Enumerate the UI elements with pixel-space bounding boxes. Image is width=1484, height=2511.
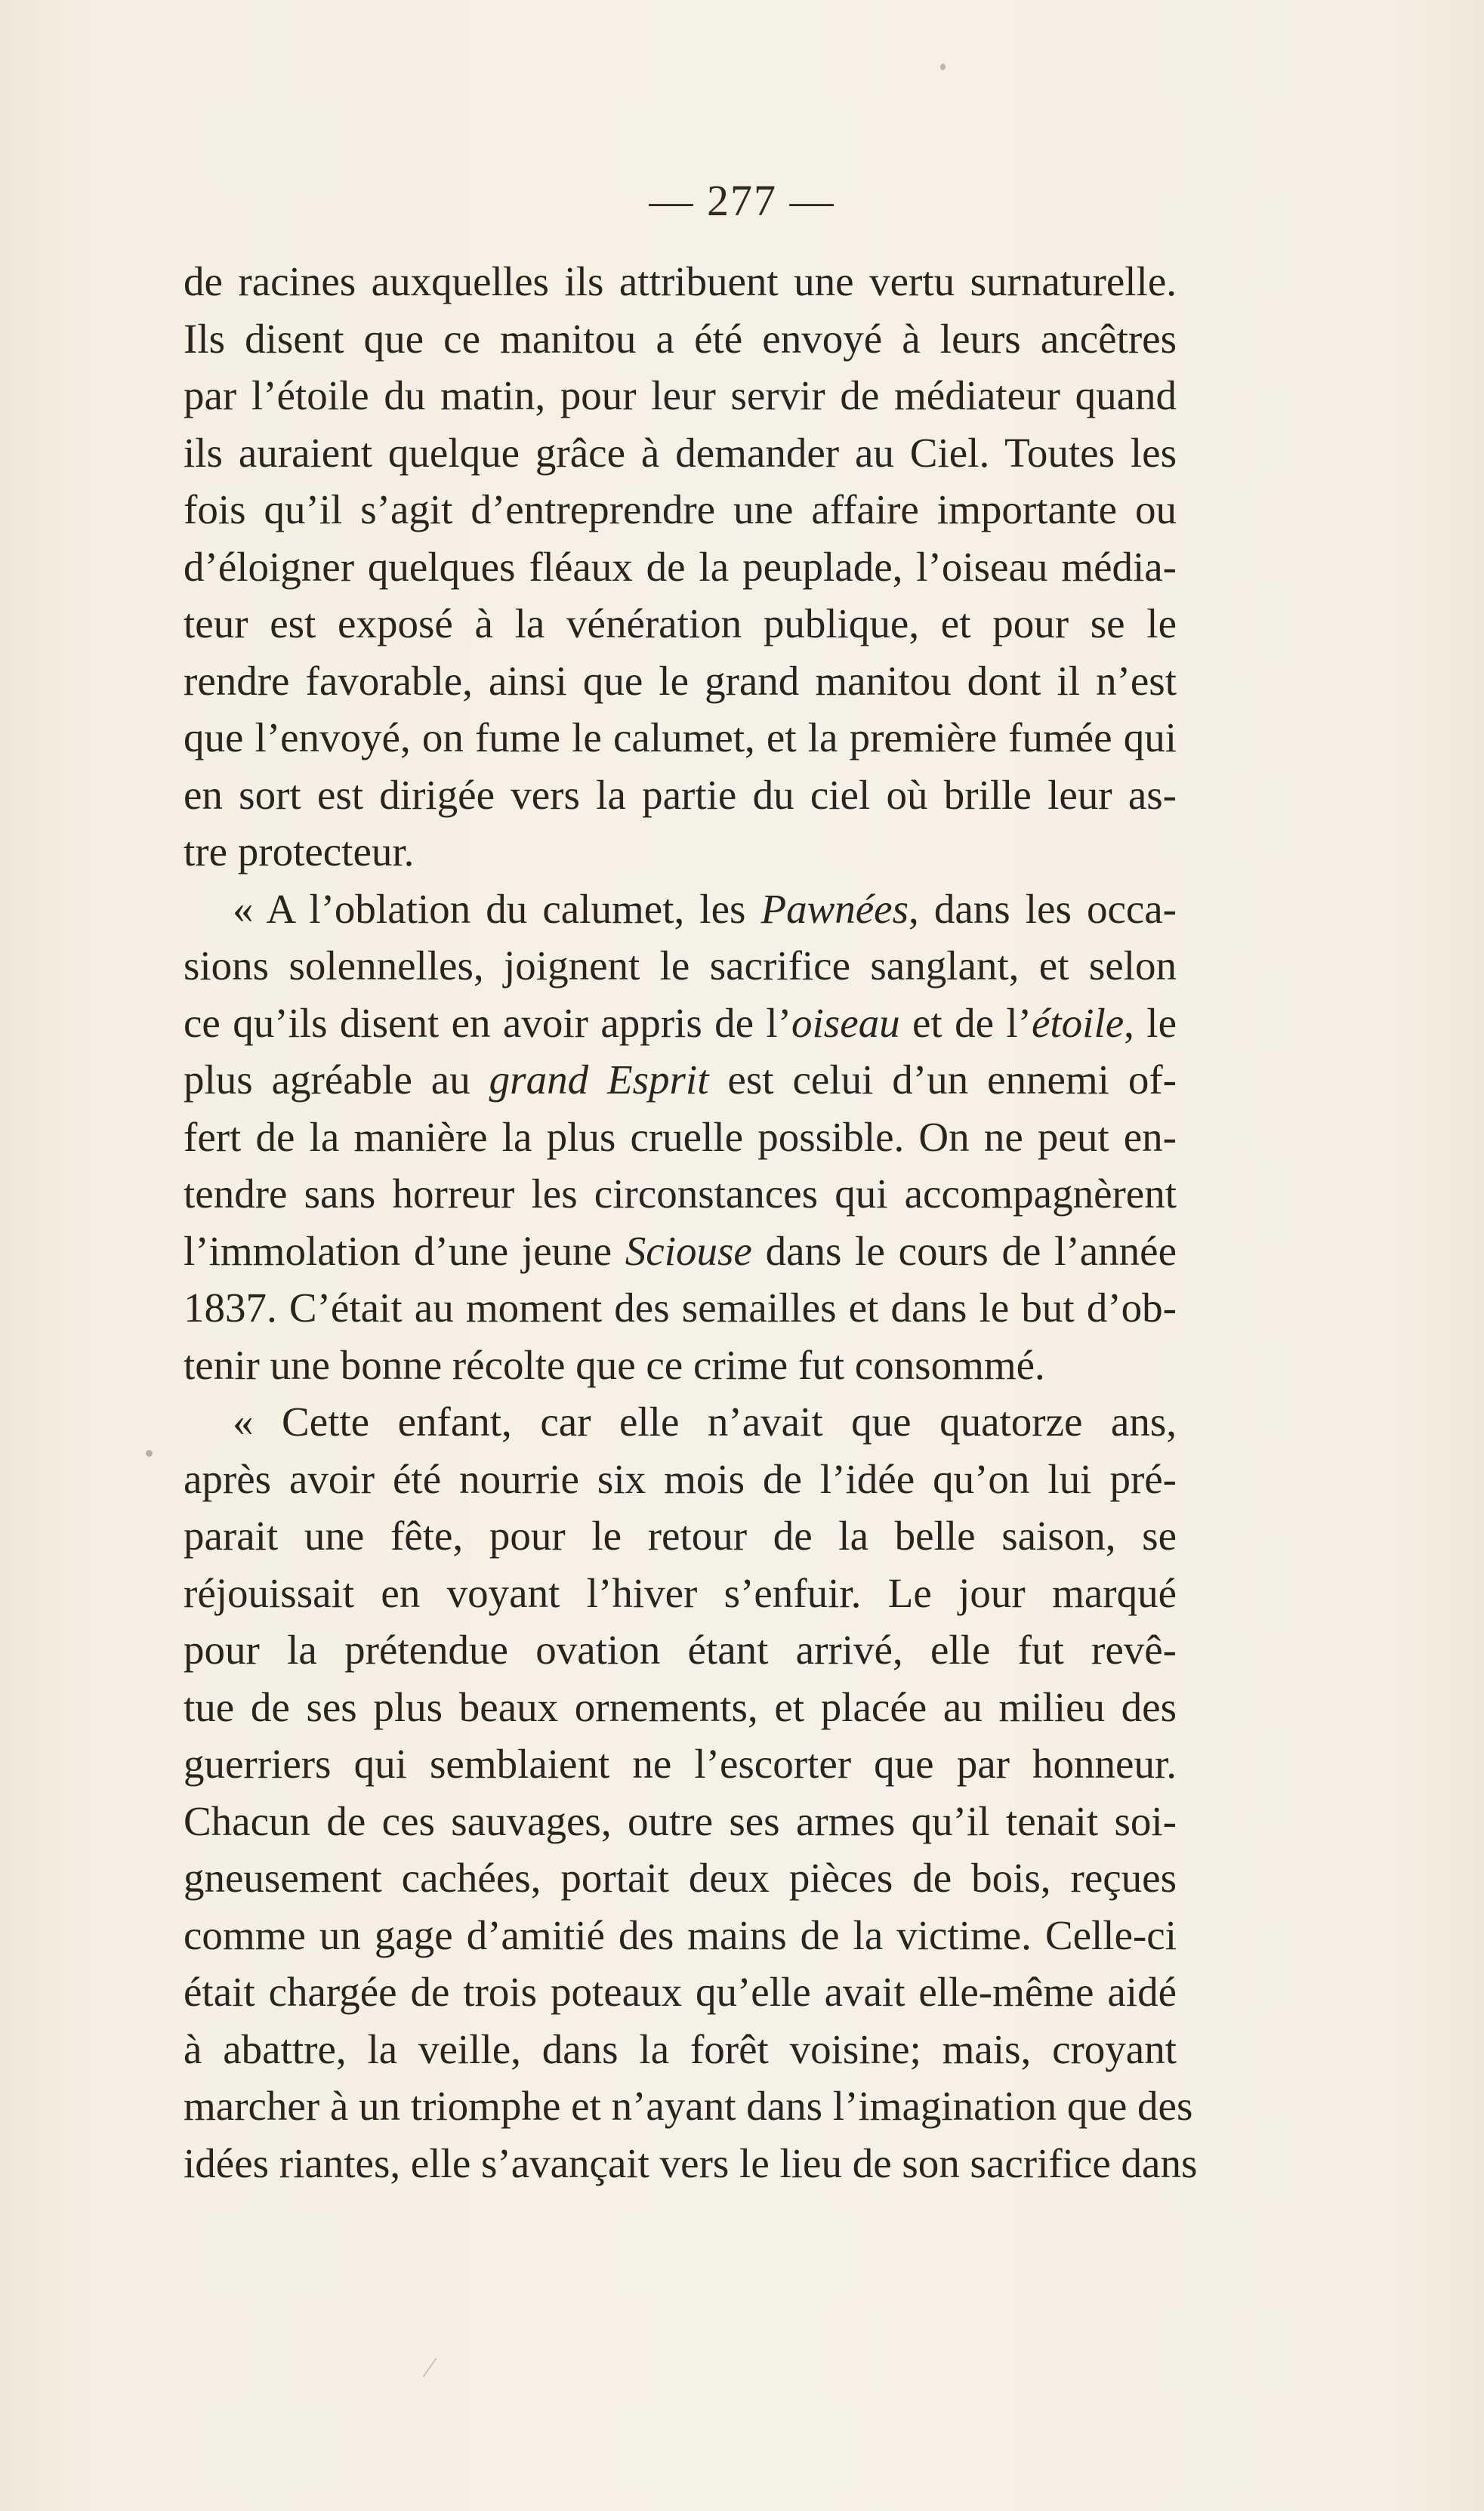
text-line: l’immolation d’une jeune Sciouse dans le cours de l’année [184,1227,1177,1274]
text-line: marcher à un triomphe et n’ayant dans l’imagination que des [184,2083,1193,2129]
text-line: Ils disent que ce manitou a été envoyé à leurs ancêtres [184,315,1177,362]
text-line: tue de ses plus beaux ornements, et placée au milieu des [184,1683,1177,1730]
text-line: de racines auxquelles ils attribuent une vertu surnaturelle. [184,258,1177,304]
text-line: gneusement cachées, portait deux pièces de bois, reçues [184,1855,1177,1901]
text-line: par l’étoile du matin, pour leur servir de médiateur quand [184,372,1177,418]
text-line: teur est exposé à la vénération publique, et pour se le [184,600,1177,646]
text-line: pour la prétendue ovation étant arrivé, elle fut revê- [184,1627,1177,1673]
italic-term: oiseau [791,999,900,1046]
text-line: comme un gage d’amitié des mains de la victime. Celle-ci [184,1911,1177,1958]
text-line: 1837. C’était au moment des semailles et dans le but d’ob- [184,1285,1177,1331]
text-line: rendre favorable, ainsi que le grand manitou dont il n’est [184,657,1177,704]
text-line: tendre sans horreur les circonstances qui accompagnèrent [184,1171,1177,1217]
text-line: ils auraient quelque grâce à demander au Ciel. Toutes les [184,429,1177,476]
text-line: réjouissait en voyant l’hiver s’enfuir. Le jour marqué [184,1569,1177,1616]
italic-term: Sciouse [625,1227,752,1274]
text-line: plus agréable au grand Esprit est celui d’un ennemi of- [184,1057,1177,1103]
paper-speck [940,63,946,70]
text-line: était chargée de trois poteaux qu’elle avait elle-même aidé [184,1969,1177,2015]
paper-scratch [423,2358,437,2377]
text-line: fois qu’il s’agit d’entreprendre une affaire importante ou [184,486,1177,532]
italic-term: grand Esprit [489,1057,709,1103]
text-line: à abattre, la veille, dans la forêt voisine; mais, croyant [184,2025,1177,2072]
text-line: tenir une bonne récolte que ce crime fut consommé. [184,1341,1045,1388]
text-line: en sort est dirigée vers la partie du ciel où brille leur as- [184,771,1177,818]
text-line: d’éloigner quelques fléaux de la peuplade, l’oiseau média- [184,543,1177,590]
text-line: « A l’oblation du calumet, les Pawnées, dans les occa- [233,885,1177,932]
body-text [184,253,1198,2192]
text-line: après avoir été nourrie six mois de l’idée qu’on lui pré- [184,1455,1177,1502]
text-line: sions solennelles, joignent le sacrifice sanglant, et selon [184,942,1177,989]
text-line: fert de la manière la plus cruelle possible. On ne peut en- [184,1113,1177,1160]
text-line: tre protecteur. [184,828,415,875]
text-line: « Cette enfant, car elle n’avait que quatorze ans, [233,1399,1177,1445]
margin-mark [146,1450,153,1457]
text-line: parait une fête, pour le retour de la belle saison, se [184,1513,1177,1559]
italic-term: étoile [1031,999,1125,1046]
text-line: que l’envoyé, on fume le calumet, et la première fumée qui [184,714,1177,760]
italic-term: Pawnées [761,885,909,932]
text-line: Chacun de ces sauvages, outre ses armes qu’il tenait soi- [184,1797,1177,1844]
text-line: idées riantes, elle s’avançait vers le lieu de son sacrifice dans [184,2139,1198,2186]
text-line: ce qu’ils disent en avoir appris de l’oiseau et de l’étoile, le [184,999,1177,1046]
text-line: guerriers qui semblaient ne l’escorter que par honneur. [184,1741,1177,1787]
page-number: — 277 — [649,176,835,225]
